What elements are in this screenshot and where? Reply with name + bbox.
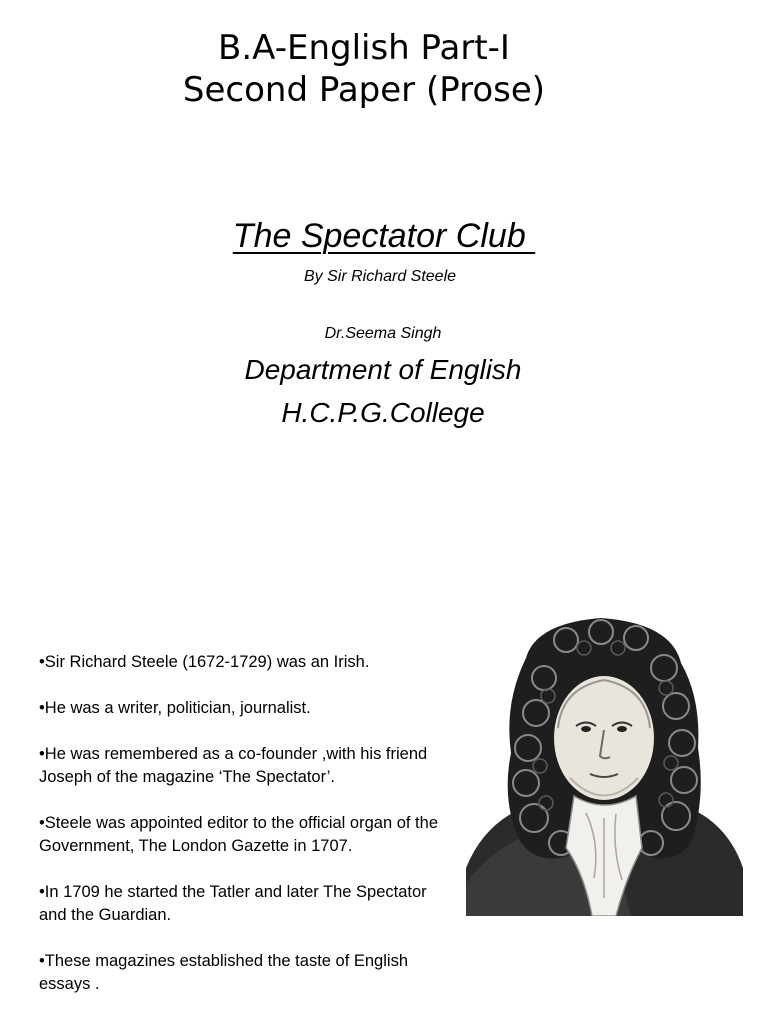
course-title-line1: B.A-English Part-I [218,28,510,68]
bullet-item: •These magazines established the taste of English essays . [39,952,408,993]
slide-title [0,214,768,258]
bullet-item: •He was a writer, politician, journalist. [39,699,311,717]
byline: By Sir Richard Steele [303,268,457,285]
bullet-item: •He was remembered as a co-founder ,with his friend Joseph of the magazine ‘The Spectator’. [39,745,428,786]
portrait-illustration [466,618,743,916]
slide-title-text: The Spectator Club [232,217,536,255]
bullet-item: •Sir Richard Steele (1672-1729) was an Irish. [39,653,370,671]
bullet-list [39,651,449,1019]
bullet-item: •Steele was appointed editor to the official organ of the Government, The London Gazette in 1707. [39,814,438,855]
college-name: H.C.P.G.College [281,397,485,428]
department-name: Department of English [244,354,522,385]
course-title-line2: Second Paper (Prose) [182,70,546,110]
bullet-item: •In 1709 he started the Tatler and later The Spectator and the Guardian. [39,883,427,924]
presenter-name: Dr.Seema Singh [324,325,442,342]
steele-portrait [466,618,743,916]
